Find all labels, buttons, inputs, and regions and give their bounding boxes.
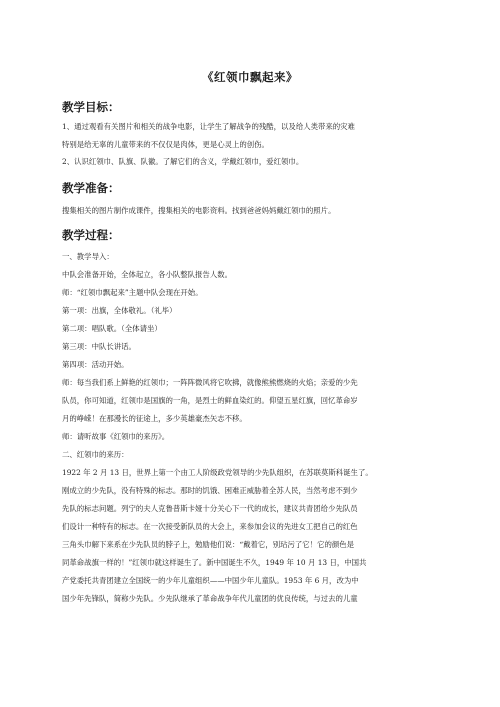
- paragraph-line: 三角头巾解下来系在少先队员的脖子上，勉励他们说：“戴着它，别玷污了它！它的颜色是: [62, 540, 355, 549]
- paragraph-line: 第二项：唱队歌。（全体请坐）: [62, 324, 162, 333]
- paragraph-line: 先队的标志问题。列宁的夫人克鲁普斯卡娅十分关心下一代的成长，建议共青团给少先队员: [62, 504, 358, 513]
- heading-teaching-goals: 教学目标：: [62, 100, 120, 114]
- paragraph-line: 第四项：活动开始。: [62, 360, 129, 369]
- paragraph-line: 产党委托共青团建立全国统一的少年儿童组织——中国少年儿童队。1953 年 6 月，改为中: [62, 576, 359, 585]
- paragraph-line: 中队会准备开始，全体起立，各小队整队报告人数。: [62, 270, 232, 279]
- paragraph-line: 师：每当我们系上鲜艳的红领巾；一阵阵微风将它吹拂，就像熊熊燃烧的火焰；亲爱的少先: [62, 378, 358, 387]
- paragraph-line: 师：请听故事《红领巾的来历》。: [62, 432, 170, 441]
- paragraph-line: 2、认识红领巾、队旗、队徽。了解它们的含义，学戴红领巾，爱红领巾。: [62, 157, 304, 166]
- paragraph-line: 队员，你可知道，红领巾是国旗的一角，是烈士的鲜血染红的。仰望五星红旗，回忆革命岁: [62, 396, 358, 405]
- paragraph-line: 搜集相关的图片制作成课件，搜集相关的电影资料。找到爸爸妈妈戴红领巾的照片。: [62, 206, 336, 215]
- heading-teaching-process: 教学过程：: [62, 228, 120, 242]
- heading-teaching-prep: 教学准备：: [62, 181, 120, 195]
- paragraph-line: 特别是给无辜的儿童带来的不仅仅是肉体，更是心灵上的创伤。: [62, 140, 269, 149]
- paragraph-line: 们设计一种特有的标志。在一次接受新队员的大会上，来参加会议的先进女工把自己的红色: [62, 522, 358, 531]
- paragraph-line: 同革命战旗一样的！”红领巾就这样诞生了。新中国诞生不久，1949 年 10 月 13 日，中国共: [62, 558, 367, 567]
- paragraph-line: 国少年先锋队，简称少先队。少先队继承了革命战争年代儿童团的优良传统，与过去的儿童: [62, 594, 358, 603]
- paragraph-line: 师：“红领巾飘起来”主题中队会现在开始。: [62, 288, 203, 297]
- paragraph-line: 1、通过观看有关图片和相关的战争电影，让学生了解战争的残酷，以及给人类带来的灾难: [62, 122, 355, 131]
- paragraph-line: 月的峥嵘！在那漫长的征途上，多少英雄豪杰矢志不移。: [62, 414, 247, 423]
- paragraph-line: 一、教学导入：: [62, 252, 114, 261]
- paragraph-line: 刚成立的少先队，没有特殊的标志。那时的饥饿、困难正威胁着全苏人民，当然考虑不到少: [62, 486, 358, 495]
- paragraph-line: 二、红领巾的来历：: [62, 450, 129, 459]
- document-title: 《红领巾飘起来》: [202, 70, 298, 84]
- paragraph-line: 1922 年 2 月 13 日，世界上第一个由工人阶级政党领导的少先队组织，在苏联莫斯科诞生了。: [62, 468, 373, 477]
- paragraph-line: 第三项：中队长讲话。: [62, 342, 136, 351]
- paragraph-line: 第一项：出旗，全体敬礼。（礼毕）: [62, 306, 177, 315]
